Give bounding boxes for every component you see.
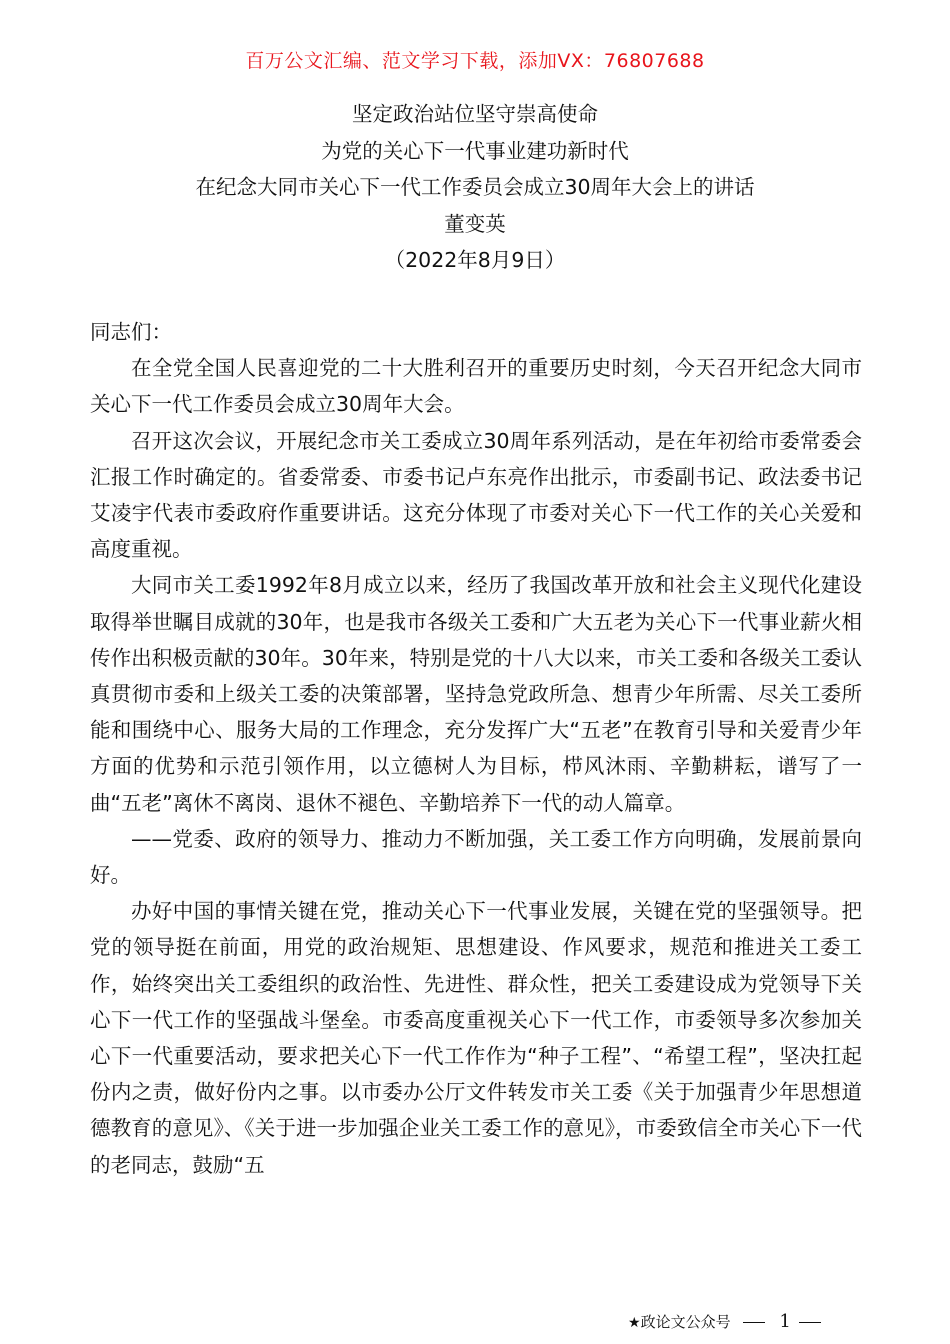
title-line-2: 为党的关心下一代事业建功新时代 bbox=[321, 138, 629, 163]
footer-dash-left bbox=[743, 1322, 765, 1323]
title-line-3: 在纪念大同市关心下一代工作委员会成立30周年大会上的讲话 bbox=[195, 175, 755, 199]
paragraph: 召开这次会议，开展纪念市关工委成立30周年系列活动，是在年初给市委常委会汇报工作时确定的。省委常委、市委书记卢东亮作出批示，市委副书记、政法委书记艾凌宇代表市委政府作重要讲话。这充分体现了市委对关心下一代工作的关心关爱和高度重视。 bbox=[90, 428, 862, 562]
paragraph: 在全党全国人民喜迎党的二十大胜利召开的重要历史时刻，今天召开纪念大同市关心下一代工作委员会成立30周年大会。 bbox=[90, 356, 862, 417]
title-block bbox=[0, 96, 950, 279]
document-body bbox=[90, 314, 862, 1183]
speech-date: （2022年8月9日） bbox=[384, 248, 566, 272]
footer-source: 政论文公众号 bbox=[640, 1313, 731, 1331]
paragraph: ——党委、政府的领导力、推动力不断加强，关工委工作方向明确，发展前景向好。 bbox=[90, 826, 862, 888]
page-footer bbox=[628, 1311, 829, 1332]
paragraph: 办好中国的事情关键在党，推动关心下一代事业发展，关键在党的坚强领导。把党的领导挺在前面，用党的政治规矩、思想建设、作风要求，规范和推进关工委工作，始终突出关工委组织的政治性、先进性、群众性，把关工委建设成为党领导下关心下一代工作的坚强战斗堡垒。市委高度重视关心下一代工作，市委领导多次参加关心下一代重要活动，要求把关心下一代工作作为“种子工程”、“希望工程”，坚决扛起份内之责，做好份内之事。以市委办公厅文件转发市关工委《关于加强青少年思想道德教育的意见》、《关于进一步加强企业关工委工作的意见》，市委致信全市关心下一代的老同志，鼓励“五 bbox=[90, 899, 862, 1177]
footer-dash-right bbox=[799, 1322, 821, 1323]
download-banner: 百万公文汇编、范文学习下载，添加VX：76807688 bbox=[245, 50, 705, 72]
salutation: 同志们： bbox=[90, 320, 172, 344]
page-number: 1 bbox=[779, 1311, 791, 1332]
paragraph: 大同市关工委1992年8月成立以来，经历了我国改革开放和社会主义现代化建设取得举世瞩目成就的30年，也是我市各级关工委和广大五老为关心下一代事业薪火相传作出积极贡献的30年。30年来，特别是党的十八大以来，市关工委和各级关工委认真贯彻市委和上级关工委的决策部署，坚持急党政所急、想青少年所需、尽关工委所能和围绕中心、服务大局的工作理念，充分发挥广大“五老”在教育引导和关爱青少年方面的优势和示范引领作用，以立德树人为目标，栉风沐雨、辛勤耕耘，谱写了一曲“五老”离休不离岗、退休不褪色、辛勤培养下一代的动人篇章。 bbox=[90, 573, 862, 815]
star-icon: ★ bbox=[628, 1315, 641, 1331]
title-line-1: 坚定政治站位坚守崇高使命 bbox=[352, 102, 598, 126]
author-name: 董变英 bbox=[444, 211, 506, 236]
